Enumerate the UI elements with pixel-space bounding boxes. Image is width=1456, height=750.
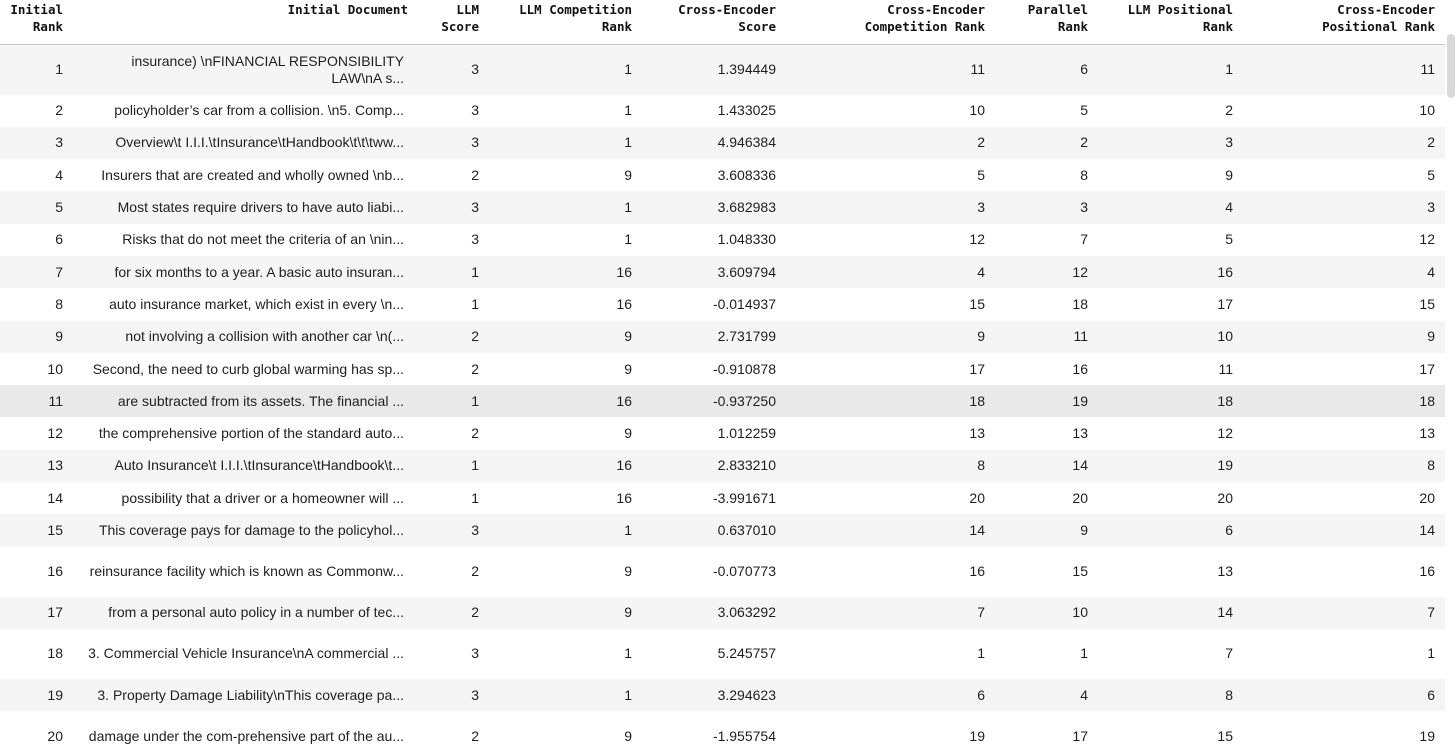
table-cell-cross-encoder-competition-rank: 7 [786, 597, 995, 629]
table-cell-parallel-rank: 4 [995, 679, 1098, 711]
column-header-initial-rank [0, 0, 73, 45]
table-cell-initial-rank: 14 [47, 489, 63, 506]
table-cell-cross-encoder-competition-rank: 10 [969, 102, 985, 119]
table-cell-parallel-rank: 16 [1072, 360, 1088, 377]
table-cell-llm-positional-rank: 8 [1098, 679, 1243, 711]
column-header-cross-encoder-competition-rank [786, 0, 995, 45]
table-cell-cross-encoder-score: 0.637010 [642, 514, 786, 546]
table-cell-cross-encoder-positional-rank: 14 [1243, 514, 1445, 546]
table-cell-cross-encoder-competition-rank: 16 [969, 563, 985, 580]
table-cell-initial-document: from a personal auto policy in a number of tec... [73, 597, 418, 629]
table-cell-initial-rank: 18 [47, 645, 63, 662]
table-cell-llm-competition-rank: 9 [489, 321, 642, 353]
table-cell-llm-score: 2 [471, 360, 479, 377]
scrollbar-thumb[interactable] [1447, 34, 1455, 98]
table-cell-initial-document: possibility that a driver or a homeowner will ... [121, 489, 404, 506]
table-cell-llm-positional-rank: 16 [1098, 256, 1243, 288]
column-header-parallel-rank [995, 0, 1098, 45]
column-header-label: Cross-Encoder Competition Rank [864, 2, 985, 34]
table-cell-llm-score: 3 [418, 679, 489, 711]
table-row[interactable] [0, 321, 1445, 353]
table-cell-initial-rank: 17 [0, 597, 73, 629]
table-cell-llm-score: 3 [418, 514, 489, 546]
table-cell-cross-encoder-score: 4.946384 [642, 127, 786, 159]
column-header-label: LLM Score [441, 2, 479, 34]
table-cell-cross-encoder-competition-rank: 13 [969, 425, 985, 442]
table-cell-initial-rank: 6 [55, 231, 63, 248]
table-cell-llm-positional-rank: 1 [1098, 45, 1243, 95]
table-cell-parallel-rank: 13 [1072, 425, 1088, 442]
table-cell-cross-encoder-positional-rank: 17 [1419, 360, 1435, 377]
table-cell-parallel-rank: 6 [995, 45, 1098, 95]
table-cell-llm-competition-rank: 16 [489, 385, 642, 417]
table-cell-cross-encoder-positional-rank: 16 [1419, 563, 1435, 580]
table-cell-cross-encoder-positional-rank: 5 [1427, 166, 1435, 183]
table-cell-cross-encoder-positional-rank: 19 [1419, 727, 1435, 744]
table-cell-llm-competition-rank: 1 [489, 514, 642, 546]
table-cell-cross-encoder-positional-rank: 1 [1427, 645, 1435, 662]
table-cell-cross-encoder-score: -0.014937 [712, 295, 776, 312]
table-cell-cross-encoder-competition-rank: 11 [786, 45, 995, 95]
table-cell-cross-encoder-score: 3.294623 [642, 679, 786, 711]
table-cell-parallel-rank: 11 [995, 321, 1098, 353]
table-cell-llm-score: 3 [418, 191, 489, 223]
table-cell-llm-competition-rank: 16 [489, 450, 642, 482]
table-cell-cross-encoder-positional-rank: 2 [1243, 127, 1445, 159]
table-cell-llm-score: 2 [418, 597, 489, 629]
table-cell-cross-encoder-competition-rank: 2 [786, 127, 995, 159]
table-cell-cross-encoder-competition-rank: 18 [786, 385, 995, 417]
table-cell-cross-encoder-positional-rank: 9 [1243, 321, 1445, 353]
table-cell-initial-document: Second, the need to curb global warming has sp... [92, 360, 404, 377]
table-cell-llm-positional-rank: 6 [1098, 514, 1243, 546]
table-row[interactable] [0, 679, 1445, 711]
table-cell-initial-rank: 7 [0, 256, 73, 288]
table-cell-cross-encoder-competition-rank: 12 [969, 231, 985, 248]
table-cell-cross-encoder-positional-rank: 4 [1243, 256, 1445, 288]
table-cell-cross-encoder-positional-rank: 8 [1243, 450, 1445, 482]
header-row [0, 0, 1445, 45]
table-row[interactable] [0, 95, 1445, 127]
table-cell-cross-encoder-competition-rank: 15 [969, 295, 985, 312]
table-cell-cross-encoder-score: -1.955754 [712, 727, 776, 744]
table-row[interactable] [0, 45, 1445, 95]
table-cell-cross-encoder-positional-rank: 15 [1419, 295, 1435, 312]
table-cell-initial-document: policyholder’s car from a collision. \n5. Comp... [114, 102, 404, 119]
table-cell-initial-document: damage under the com-prehensive part of the au... [88, 727, 404, 744]
table-cell-llm-positional-rank: 17 [1217, 295, 1233, 312]
column-header-initial-document [73, 0, 418, 45]
table-cell-llm-positional-rank: 20 [1217, 489, 1233, 506]
table-cell-initial-document: for six months to a year. A basic auto insuran... [73, 256, 418, 288]
table-cell-llm-score: 3 [471, 231, 479, 248]
table-cell-parallel-rank: 2 [995, 127, 1098, 159]
table-cell-initial-document: Insurers that are created and wholly owned \nb... [101, 166, 404, 183]
table-cell-initial-document: reinsurance facility which is known as Commonw... [89, 563, 404, 580]
table-cell-initial-rank: 10 [47, 360, 63, 377]
table-cell-llm-positional-rank: 7 [1225, 645, 1233, 662]
table-cell-llm-score: 1 [418, 385, 489, 417]
table-cell-parallel-rank: 14 [995, 450, 1098, 482]
table-cell-llm-positional-rank: 2 [1225, 102, 1233, 119]
table-cell-cross-encoder-competition-rank: 9 [786, 321, 995, 353]
table-cell-cross-encoder-positional-rank: 11 [1243, 45, 1445, 95]
column-header-label: Initial Rank [10, 2, 63, 34]
table-cell-cross-encoder-positional-rank: 20 [1419, 489, 1435, 506]
table-cell-cross-encoder-positional-rank: 6 [1243, 679, 1445, 711]
table-cell-cross-encoder-score: 1.048330 [717, 231, 776, 248]
column-header-llm-score [418, 0, 489, 45]
table-cell-llm-positional-rank: 4 [1098, 191, 1243, 223]
table-cell-cross-encoder-competition-rank: 3 [786, 191, 995, 223]
table-cell-initial-document: Overview\t I.I.I.\tInsurance\tHandbook\t\t\tww... [73, 127, 418, 159]
column-header-cross-encoder-positional-rank [1243, 0, 1445, 45]
table-cell-initial-rank: 15 [0, 514, 73, 546]
table-cell-cross-encoder-score: 2.833210 [642, 450, 786, 482]
table-cell-initial-document: not involving a collision with another car \n(... [73, 321, 418, 353]
column-header-label: Cross-Encoder Score [678, 2, 776, 34]
column-header-llm-competition-rank [489, 0, 642, 45]
table-cell-llm-score: 2 [471, 727, 479, 744]
table-cell-llm-competition-rank: 16 [616, 489, 632, 506]
table-cell-llm-positional-rank: 10 [1098, 321, 1243, 353]
table-cell-llm-competition-rank: 1 [489, 191, 642, 223]
table-cell-cross-encoder-competition-rank: 1 [977, 645, 985, 662]
table-cell-llm-score: 1 [471, 295, 479, 312]
table-row[interactable] [0, 547, 1445, 597]
table-row[interactable] [0, 514, 1445, 546]
table-cell-parallel-rank: 17 [1072, 727, 1088, 744]
table-cell-llm-positional-rank: 12 [1217, 425, 1233, 442]
table-cell-parallel-rank: 19 [995, 385, 1098, 417]
table-cell-cross-encoder-score: 3.608336 [717, 166, 776, 183]
table-cell-llm-positional-rank: 3 [1098, 127, 1243, 159]
table-row[interactable] [0, 127, 1445, 159]
table-cell-llm-score: 2 [471, 425, 479, 442]
table-cell-initial-rank: 16 [47, 563, 63, 580]
table-row[interactable] [0, 191, 1445, 223]
table-cell-llm-positional-rank: 11 [1218, 360, 1233, 377]
table-cell-initial-rank: 19 [0, 679, 73, 711]
table-cell-cross-encoder-positional-rank: 18 [1243, 385, 1445, 417]
table-row[interactable] [0, 417, 1445, 449]
table-cell-initial-document: 3. Commercial Vehicle Insurance\nA commercial ... [88, 645, 404, 662]
table-cell-cross-encoder-positional-rank: 13 [1419, 425, 1435, 442]
table-row[interactable] [0, 256, 1445, 288]
table-cell-initial-document: Most states require drivers to have auto liabi... [73, 191, 418, 223]
vertical-scrollbar[interactable] [1445, 0, 1456, 750]
table-cell-llm-competition-rank: 16 [616, 295, 632, 312]
table-cell-llm-score: 3 [471, 645, 479, 662]
table-cell-cross-encoder-score: 1.433025 [717, 102, 776, 119]
table-cell-llm-competition-rank: 1 [489, 45, 642, 95]
table-cell-llm-competition-rank: 9 [624, 425, 632, 442]
table-cell-parallel-rank: 20 [1072, 489, 1088, 506]
table-cell-cross-encoder-score: 5.245757 [717, 645, 776, 662]
table-cell-initial-document: Auto Insurance\t I.I.I.\tInsurance\tHandbook\t... [73, 450, 418, 482]
table-cell-cross-encoder-score: -0.937250 [642, 385, 786, 417]
table-row[interactable] [0, 629, 1445, 679]
table-row[interactable] [0, 597, 1445, 629]
table-cell-cross-encoder-score: 3.682983 [642, 191, 786, 223]
table-cell-llm-score: 1 [471, 489, 479, 506]
table-cell-initial-rank: 12 [47, 425, 63, 442]
table-cell-cross-encoder-positional-rank: 3 [1243, 191, 1445, 223]
table-cell-cross-encoder-positional-rank: 7 [1243, 597, 1445, 629]
table-cell-cross-encoder-competition-rank: 4 [786, 256, 995, 288]
column-header-cross-encoder-score [642, 0, 786, 45]
column-header-label: LLM Positional Rank [1127, 2, 1233, 34]
table-cell-initial-document: the comprehensive portion of the standard auto... [98, 425, 404, 442]
table-cell-llm-positional-rank: 13 [1217, 563, 1233, 580]
table-cell-parallel-rank: 8 [1080, 166, 1088, 183]
table-row[interactable] [0, 224, 1445, 256]
table-cell-cross-encoder-score: -3.991671 [712, 489, 776, 506]
table-cell-initial-rank: 1 [0, 45, 73, 95]
table-cell-llm-competition-rank: 16 [489, 256, 642, 288]
table-cell-llm-positional-rank: 9 [1225, 166, 1233, 183]
table-row[interactable] [0, 288, 1445, 320]
column-header-llm-positional-rank [1098, 0, 1243, 45]
table-cell-parallel-rank: 15 [1072, 563, 1088, 580]
table-cell-llm-positional-rank: 19 [1098, 450, 1243, 482]
table-cell-initial-document: 3. Property Damage Liability\nThis coverage pa... [73, 679, 418, 711]
table-cell-cross-encoder-score: 2.731799 [642, 321, 786, 353]
table-cell-initial-document: This coverage pays for damage to the policyhol... [73, 514, 418, 546]
column-header-label: Initial Document [287, 2, 408, 17]
table-cell-llm-competition-rank: 1 [624, 645, 632, 662]
table-cell-parallel-rank: 12 [995, 256, 1098, 288]
table-cell-initial-rank: 20 [47, 727, 63, 744]
table-cell-llm-score: 2 [418, 321, 489, 353]
column-header-label: LLM Competition Rank [519, 2, 632, 34]
table-cell-llm-competition-rank: 1 [624, 231, 632, 248]
table-cell-llm-positional-rank: 15 [1217, 727, 1233, 744]
table-cell-llm-competition-rank: 9 [624, 166, 632, 183]
table-row[interactable] [0, 353, 1445, 385]
table-row[interactable] [0, 159, 1445, 191]
table-cell-parallel-rank: 5 [1080, 102, 1088, 119]
table-cell-llm-competition-rank: 1 [489, 679, 642, 711]
table-cell-initial-document: auto insurance market, which exist in every \n... [109, 295, 404, 312]
table-cell-parallel-rank: 10 [995, 597, 1098, 629]
table-cell-llm-score: 2 [471, 563, 479, 580]
table-cell-llm-score: 3 [418, 45, 489, 95]
table-cell-llm-score: 3 [471, 102, 479, 119]
table-cell-llm-competition-rank: 1 [624, 102, 632, 119]
table-cell-cross-encoder-competition-rank: 17 [969, 360, 985, 377]
table-cell-llm-score: 1 [418, 256, 489, 288]
table-cell-initial-rank: 11 [0, 385, 73, 417]
table-cell-initial-rank: 3 [0, 127, 73, 159]
table-cell-parallel-rank: 1 [1080, 645, 1088, 662]
table-cell-cross-encoder-competition-rank: 6 [786, 679, 995, 711]
table-cell-llm-positional-rank: 14 [1098, 597, 1243, 629]
table-cell-cross-encoder-competition-rank: 8 [786, 450, 995, 482]
table-row[interactable] [0, 450, 1445, 482]
table-row[interactable] [0, 711, 1445, 750]
table-cell-initial-rank: 9 [0, 321, 73, 353]
table-cell-cross-encoder-positional-rank: 10 [1419, 102, 1435, 119]
table-cell-initial-document: Risks that do not meet the criteria of an \nin... [122, 231, 404, 248]
table-cell-cross-encoder-positional-rank: 12 [1419, 231, 1435, 248]
table-cell-llm-competition-rank: 1 [489, 127, 642, 159]
table-cell-parallel-rank: 3 [995, 191, 1098, 223]
table-row[interactable] [0, 482, 1445, 514]
table-cell-llm-competition-rank: 9 [489, 597, 642, 629]
table-cell-initial-rank: 8 [55, 295, 63, 312]
table-cell-parallel-rank: 18 [1072, 295, 1088, 312]
table-cell-parallel-rank: 9 [995, 514, 1098, 546]
table-cell-cross-encoder-competition-rank: 14 [786, 514, 995, 546]
table-header [0, 0, 1445, 45]
table-cell-cross-encoder-score: -0.910878 [712, 360, 776, 377]
table-cell-initial-rank: 4 [55, 166, 63, 183]
table-cell-cross-encoder-score: -0.070773 [712, 563, 776, 580]
table-cell-initial-rank: 2 [55, 102, 63, 119]
table-cell-initial-rank: 5 [0, 191, 73, 223]
column-header-label: Cross-Encoder Positional Rank [1322, 2, 1435, 34]
table-cell-llm-positional-rank: 5 [1225, 231, 1233, 248]
table-cell-cross-encoder-competition-rank: 5 [977, 166, 985, 183]
table-cell-initial-rank: 13 [0, 450, 73, 482]
table-cell-cross-encoder-score: 3.063292 [642, 597, 786, 629]
table-cell-cross-encoder-competition-rank: 19 [969, 727, 985, 744]
table-cell-llm-competition-rank: 9 [624, 727, 632, 744]
table-cell-initial-document: insurance) \nFINANCIAL RESPONSIBILITY LAW\nA s... [73, 45, 418, 95]
table-cell-initial-document: are subtracted from its assets. The financial ... [73, 385, 418, 417]
table-cell-cross-encoder-score: 1.012259 [717, 425, 776, 442]
table-cell-llm-score: 3 [418, 127, 489, 159]
table-cell-llm-score: 1 [418, 450, 489, 482]
table-cell-llm-score: 2 [471, 166, 479, 183]
table-cell-llm-competition-rank: 9 [624, 360, 632, 377]
table-row[interactable] [0, 385, 1445, 417]
column-header-label: Parallel Rank [1027, 2, 1088, 34]
table-body [0, 45, 1445, 750]
table-cell-llm-competition-rank: 9 [624, 563, 632, 580]
table-cell-llm-positional-rank: 18 [1098, 385, 1243, 417]
table-cell-cross-encoder-competition-rank: 20 [969, 489, 985, 506]
table-cell-cross-encoder-score: 1.394449 [642, 45, 786, 95]
table-cell-cross-encoder-score: 3.609794 [642, 256, 786, 288]
table-cell-parallel-rank: 7 [1080, 231, 1088, 248]
